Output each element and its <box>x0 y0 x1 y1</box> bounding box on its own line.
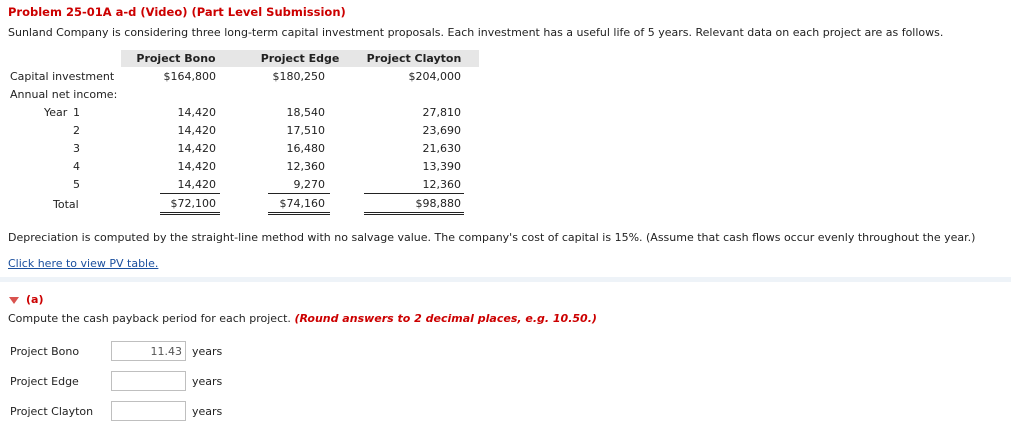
income-cell: 9,270 <box>293 178 325 191</box>
rounding-instruction: (Round answers to 2 decimal places, e.g. 10.50.) <box>294 312 597 325</box>
question-text: Compute the cash payback period for each project. <box>8 312 291 325</box>
pv-table-link[interactable]: Click here to view PV table. <box>8 257 159 270</box>
year-number: 2 <box>73 124 80 137</box>
income-cell: 14,420 <box>177 124 216 137</box>
total-clayton: $98,880 <box>415 197 461 210</box>
annual-net-income-label: Annual net income: <box>10 88 118 101</box>
subtotal-rule <box>268 193 330 194</box>
answer-label-edge: Project Edge <box>10 375 79 388</box>
income-cell: 17,510 <box>286 124 325 137</box>
subtotal-rule <box>160 193 220 194</box>
depreciation-note: Depreciation is computed by the straight-line method with no salvage value. The company's cost of capital is 15%. (Assume that cash flows occur evenly throughout the year.) <box>8 231 976 244</box>
total-bono: $72,100 <box>170 197 216 210</box>
collapse-triangle-icon[interactable] <box>9 297 19 304</box>
answer-label-bono: Project Bono <box>10 345 80 358</box>
income-cell: 18,540 <box>286 106 325 119</box>
subtotal-rule <box>364 193 464 194</box>
payback-input-edge[interactable] <box>111 371 186 391</box>
income-cell: 12,360 <box>422 178 461 191</box>
problem-title: Problem 25-01A a-d (Video) (Part Level Submission) <box>8 5 346 19</box>
total-label: Total <box>53 198 79 211</box>
unit-years: years <box>192 375 223 388</box>
year-number: 3 <box>73 142 80 155</box>
unit-years: years <box>192 405 223 418</box>
income-cell: 14,420 <box>177 106 216 119</box>
capital-investment-label: Capital investment <box>10 70 115 83</box>
income-cell: 21,630 <box>422 142 461 155</box>
total-double-rule <box>160 212 220 215</box>
payback-input-bono[interactable] <box>111 341 186 361</box>
year-label: Year <box>44 106 68 119</box>
total-double-rule <box>364 212 464 215</box>
income-cell: 27,810 <box>422 106 461 119</box>
answer-label-clayton: Project Clayton <box>10 405 94 418</box>
header-project-edge: Project Edge <box>260 52 340 65</box>
capital-bono: $164,800 <box>163 70 216 83</box>
year-number: 4 <box>73 160 80 173</box>
income-cell: 12,360 <box>286 160 325 173</box>
unit-years: years <box>192 345 223 358</box>
capital-edge: $180,250 <box>272 70 325 83</box>
section-divider <box>0 277 1011 282</box>
payback-input-clayton[interactable] <box>111 401 186 421</box>
year-number: 1 <box>73 106 80 119</box>
part-a-label: (a) <box>26 293 44 306</box>
income-cell: 14,420 <box>177 142 216 155</box>
income-cell: 16,480 <box>286 142 325 155</box>
income-cell: 14,420 <box>177 178 216 191</box>
part-a-question <box>8 312 597 325</box>
total-edge: $74,160 <box>279 197 325 210</box>
income-cell: 14,420 <box>177 160 216 173</box>
income-cell: 13,390 <box>422 160 461 173</box>
header-project-bono: Project Bono <box>136 52 216 65</box>
income-cell: 23,690 <box>422 124 461 137</box>
year-number: 5 <box>73 178 80 191</box>
capital-clayton: $204,000 <box>408 70 461 83</box>
header-project-clayton: Project Clayton <box>366 52 462 65</box>
problem-intro: Sunland Company is considering three long-term capital investment proposals. Each investment has a useful life of 5 years. Relevant data on each project are as follows. <box>8 26 944 39</box>
total-double-rule <box>268 212 330 215</box>
